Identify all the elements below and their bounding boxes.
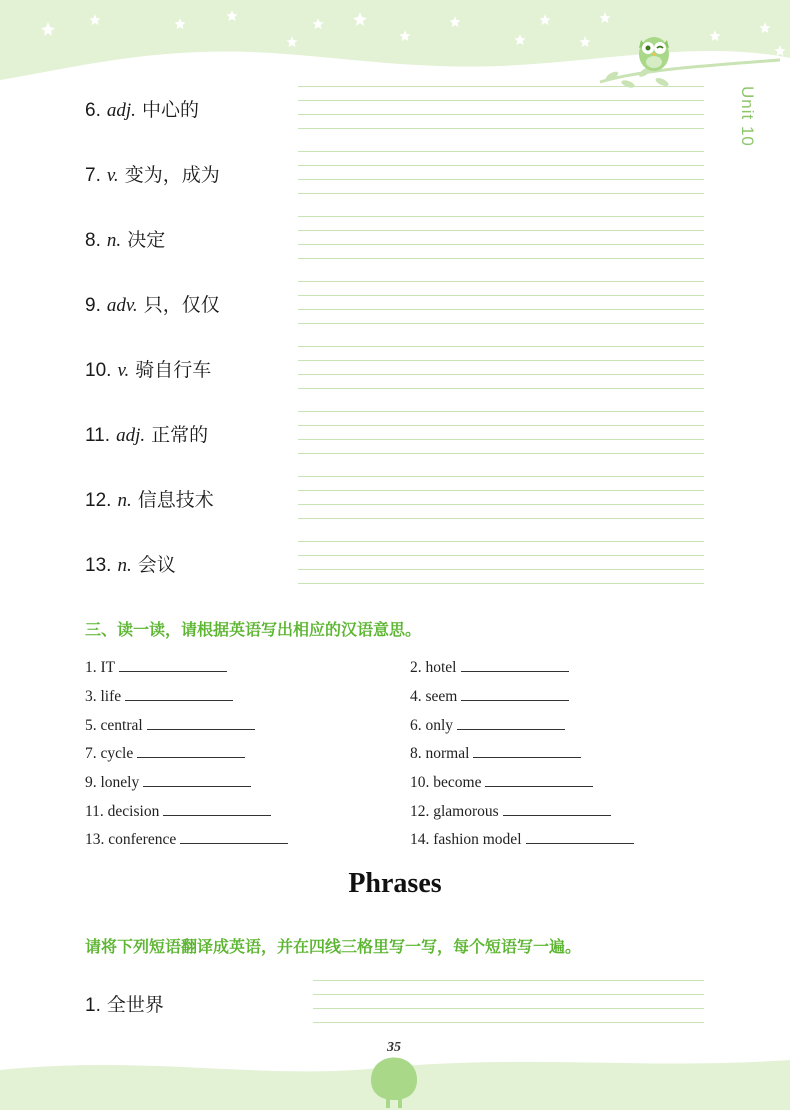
- vocab-item-9: 9. adv. 只，仅仅: [85, 294, 220, 316]
- exercise-item: 5. central: [85, 715, 255, 735]
- writing-lines[interactable]: [298, 476, 704, 522]
- answer-blank[interactable]: [503, 801, 611, 816]
- exercise-item: 2. hotel: [410, 657, 569, 677]
- vocab-item-13: 13. n. 会议: [85, 554, 176, 576]
- exercise-item: 12. glamorous: [410, 801, 611, 821]
- owl-mascot-icon: [630, 26, 678, 74]
- exercise-item: 1. IT: [85, 657, 227, 677]
- vocab-item-11: 11. adj. 正常的: [85, 424, 209, 446]
- answer-blank[interactable]: [125, 686, 233, 701]
- answer-blank[interactable]: [163, 801, 271, 816]
- exercise-item: 6. only: [410, 715, 565, 735]
- answer-blank[interactable]: [461, 686, 569, 701]
- writing-lines[interactable]: [298, 346, 704, 392]
- exercise-item: 4. seem: [410, 686, 569, 706]
- writing-lines[interactable]: [298, 411, 704, 457]
- answer-blank[interactable]: [143, 772, 251, 787]
- vocab-item-10: 10. v. 骑自行车: [85, 359, 212, 381]
- answer-blank[interactable]: [485, 772, 593, 787]
- writing-lines[interactable]: [298, 151, 704, 197]
- writing-lines[interactable]: [298, 541, 704, 587]
- phrases-heading: Phrases: [348, 868, 442, 899]
- writing-lines[interactable]: [313, 980, 704, 1026]
- exercise-item: 7. cycle: [85, 743, 245, 763]
- answer-blank[interactable]: [147, 715, 255, 730]
- answer-blank[interactable]: [457, 715, 565, 730]
- writing-lines[interactable]: [298, 281, 704, 327]
- writing-lines[interactable]: [298, 216, 704, 262]
- answer-blank[interactable]: [461, 657, 569, 672]
- exercise-item: 13. conference: [85, 829, 288, 849]
- writing-lines[interactable]: [298, 86, 704, 132]
- answer-blank[interactable]: [137, 743, 245, 758]
- section-title: 三、读一读，请根据英语写出相应的汉语意思。: [85, 620, 422, 639]
- exercise-item: 8. normal: [410, 743, 581, 763]
- answer-blank[interactable]: [180, 829, 288, 844]
- phrases-instruction: 请将下列短语翻译成英语，并在四线三格里写一写，每个短语写一遍。: [85, 937, 582, 956]
- exercise-item: 14. fashion model: [410, 829, 634, 849]
- answer-blank[interactable]: [526, 829, 634, 844]
- page-number: 35: [387, 1040, 401, 1055]
- unit-label: Unit 10: [738, 86, 757, 147]
- vocab-item-12: 12. n. 信息技术: [85, 489, 214, 511]
- answer-blank[interactable]: [473, 743, 581, 758]
- vocab-item-8: 8. n. 决定: [85, 229, 166, 251]
- exercise-item: 10. become: [410, 772, 593, 792]
- answer-blank[interactable]: [119, 657, 227, 672]
- exercise-item: 9. lonely: [85, 772, 251, 792]
- exercise-item: 11. decision: [85, 801, 271, 821]
- vocab-item-6: 6. adj. 中心的: [85, 99, 199, 121]
- vocab-item-7: 7. v. 变为，成为: [85, 164, 220, 186]
- exercise-item: 3. life: [85, 686, 233, 706]
- phrase-item-1: 1. 全世界: [85, 994, 164, 1016]
